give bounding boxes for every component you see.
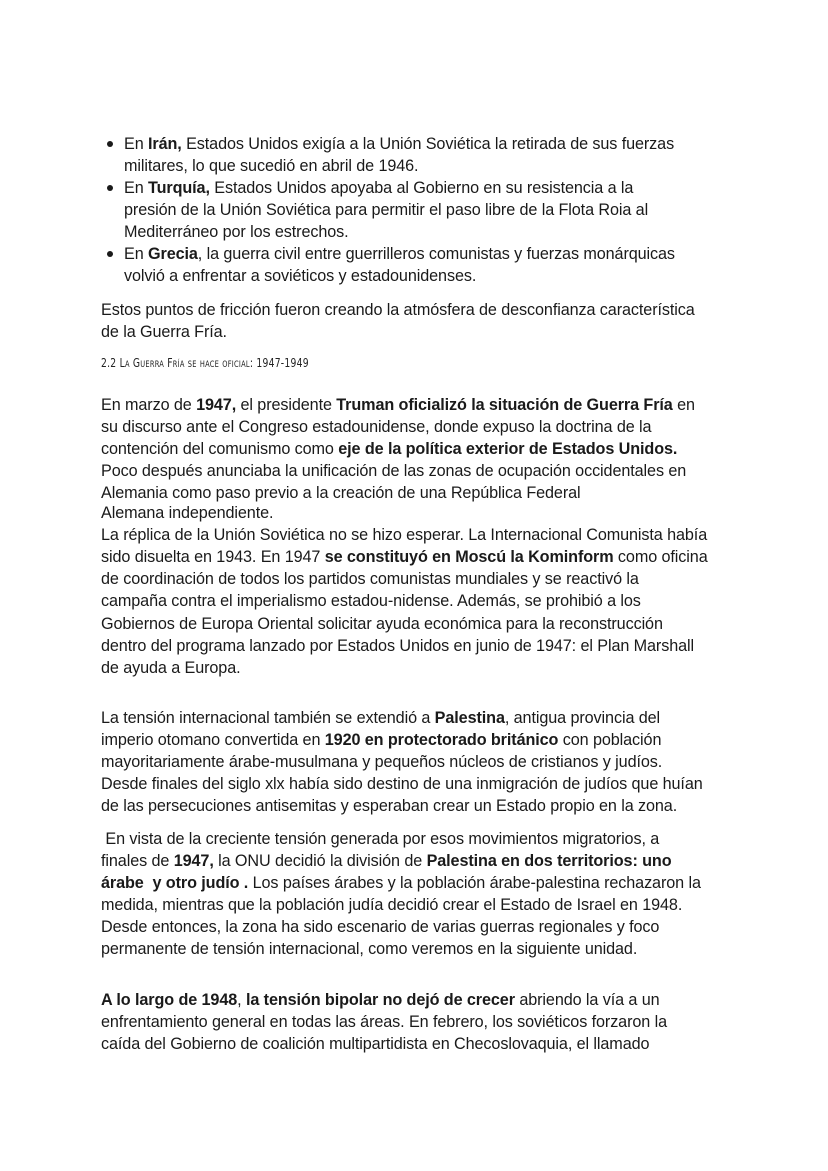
text: imperio otomano convertida en xyxy=(101,731,325,749)
bold-text: Irán, xyxy=(148,135,182,153)
text: con población xyxy=(558,731,662,749)
bold-text: 1920 en protectorado británico xyxy=(324,731,559,749)
paragraph-line xyxy=(101,394,695,416)
bold-text: Palestina xyxy=(434,709,505,727)
text: Estados Unidos apoyaba al Gobierno en su resistencia a la xyxy=(209,179,634,197)
text: como oficina xyxy=(613,548,708,566)
bold-text: se constituyó en Moscú la Kominform xyxy=(324,548,614,566)
paragraph-line: de las persecuciones antisemitas y esperaban crear un Estado propio en la zona. xyxy=(101,797,678,815)
paragraph-line: permanente de tensión internacional, como veremos en la siguiente unidad. xyxy=(101,940,638,958)
paragraph-line: de coordinación de todos los partidos comunistas mundiales y se reactivó la xyxy=(101,570,639,588)
paragraph-line: Poco después anunciaba la unificación de las zonas de ocupación occidentales en xyxy=(101,462,687,480)
bullet-turquia-line-2: presión de la Unión Soviética para permitir el paso libre de la Flota Roia al xyxy=(124,201,649,219)
bold-text: Truman oficializó la situación de Guerra Fría xyxy=(336,396,673,414)
paragraph-line: su discurso ante el Congreso estadounidense, donde expuso la doctrina de la xyxy=(101,418,652,436)
bold-text: 1947, xyxy=(173,852,214,870)
paragraph-line: Estos puntos de fricción fueron creando la atmósfera de desconfianza característica xyxy=(101,301,695,319)
text: sido disuelta en 1943. En 1947 xyxy=(101,548,325,566)
text: En xyxy=(124,245,148,263)
paragraph-line: de ayuda a Europa. xyxy=(101,659,241,677)
paragraph-line xyxy=(101,707,660,729)
text: en xyxy=(672,396,695,414)
bullet-turquia-line-3: Mediterráneo por los estrechos. xyxy=(124,223,349,241)
paragraph-line: Gobiernos de Europa Oriental solicitar ayuda económica para la reconstrucción xyxy=(101,615,663,633)
paragraph-line: de la Guerra Fría. xyxy=(101,323,227,341)
section-heading: 2.2 La Guerra Fría se hace oficial: 1947-1949 xyxy=(101,355,309,370)
bold-text: A lo largo de 1948 xyxy=(101,991,238,1009)
text: finales de xyxy=(101,852,174,870)
bold-text: Palestina en dos territorios: uno xyxy=(426,852,672,870)
paragraph-line xyxy=(101,850,672,872)
text: En marzo de xyxy=(101,396,197,414)
bullet-turquia-line-1 xyxy=(124,177,633,199)
paragraph-line: En vista de la creciente tensión generada por esos movimientos migratorios, a xyxy=(101,830,660,848)
bold-text: Turquía, xyxy=(148,179,210,197)
text: abriendo la vía a un xyxy=(514,991,660,1009)
paragraph-line: Alemana independiente. xyxy=(101,504,274,522)
paragraph-line xyxy=(101,438,677,460)
paragraph-line xyxy=(101,872,701,894)
text: el presidente xyxy=(236,396,337,414)
bullet-icon xyxy=(107,185,113,191)
paragraph-line: medida, mientras que la población judía decidió crear el Estado de Israel en 1948. xyxy=(101,896,683,914)
paragraph-line: Alemania como paso previo a la creación de una República Federal xyxy=(101,484,581,502)
paragraph-line: dentro del programa lanzado por Estados Unidos en junio de 1947: el Plan Marshall xyxy=(101,637,695,655)
text: En xyxy=(124,179,148,197)
text: , la guerra civil entre guerrilleros comunistas y fuerzas monárquicas xyxy=(197,245,675,263)
bold-text: eje de la política exterior de Estados Unidos. xyxy=(338,440,678,458)
bullet-iran-line-2: militares, lo que sucedió en abril de 1946. xyxy=(124,157,419,175)
paragraph-line: Desde entonces, la zona ha sido escenario de varias guerras regionales y foco xyxy=(101,918,660,936)
paragraph-line xyxy=(101,989,660,1011)
text: , antigua provincia del xyxy=(504,709,661,727)
text: contención del comunismo como xyxy=(101,440,339,458)
bold-text: la tensión bipolar no dejó de crecer xyxy=(245,991,515,1009)
text: En xyxy=(124,135,148,153)
bold-text: árabe y otro judío . xyxy=(101,874,249,892)
bullet-grecia-line-1 xyxy=(124,243,675,265)
text: La tensión internacional también se extendió a xyxy=(101,709,435,727)
paragraph-line: Desde finales del siglo xlx había sido destino de una inmigración de judíos que huían xyxy=(101,775,703,793)
bold-text: 1947, xyxy=(196,396,237,414)
paragraph-line: La réplica de la Unión Soviética no se hizo esperar. La Internacional Comunista había xyxy=(101,526,708,544)
paragraph-line: campaña contra el imperialismo estadou-nidense. Además, se prohibió a los xyxy=(101,592,641,610)
bullet-iran-line-1 xyxy=(124,133,674,155)
text: la ONU decidió la división de xyxy=(213,852,427,870)
paragraph-line xyxy=(101,729,661,751)
bullet-grecia-line-2: volvió a enfrentar a soviéticos y estadounidenses. xyxy=(124,267,477,285)
paragraph-line: caída del Gobierno de coalición multipartidista en Checoslovaquia, el llamado xyxy=(101,1035,650,1053)
text: , xyxy=(237,991,246,1009)
paragraph-line: enfrentamiento general en todas las áreas. En febrero, los soviéticos forzaron la xyxy=(101,1013,667,1031)
paragraph-line xyxy=(101,546,708,568)
text: Los países árabes y la población árabe-palestina rechazaron la xyxy=(248,874,701,892)
bullet-icon xyxy=(107,141,113,147)
paragraph-line: mayoritariamente árabe-musulmana y pequeños núcleos de cristianos y judíos. xyxy=(101,753,663,771)
bold-text: Grecia xyxy=(148,245,198,263)
bullet-icon xyxy=(107,251,113,257)
text: Estados Unidos exigía a la Unión Soviética la retirada de sus fuerzas xyxy=(181,135,675,153)
